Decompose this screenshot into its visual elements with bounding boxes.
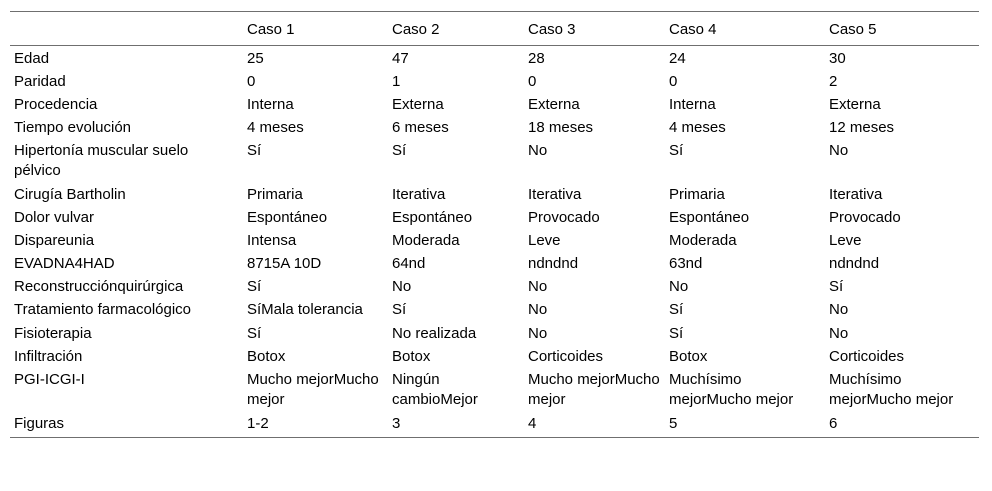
table-cell: Sí — [247, 325, 262, 342]
table-cell: 63nd — [669, 255, 703, 272]
table-cell: Espontáneo — [247, 209, 328, 226]
table-row — [10, 345, 979, 368]
table-cell: No — [528, 325, 548, 342]
table-cell: 0 — [528, 73, 537, 90]
table-row — [10, 412, 979, 438]
table-cell: Sí — [829, 278, 844, 295]
header-cell-caso-1: Caso 1 — [243, 12, 388, 46]
table-cell: Corticoides — [829, 348, 905, 365]
table-cell: ndndnd — [528, 255, 579, 272]
table-row — [10, 93, 979, 116]
table-cell: SíMala tolerancia — [247, 301, 363, 318]
table-cell: 8715A 10D — [247, 255, 322, 272]
row-label: Figuras — [10, 412, 243, 438]
table-row — [10, 229, 979, 252]
table-cell: 1-2 — [243, 412, 388, 438]
row-label: Procedencia — [14, 96, 98, 113]
row-label: Dolor vulvar — [14, 209, 95, 226]
table-cell: Leve — [528, 232, 561, 249]
header-cell-caso-3: Caso 3 — [524, 12, 665, 46]
row-label: Tratamiento farmacológico — [14, 301, 192, 318]
table-row — [10, 275, 979, 298]
table-cell: Sí — [247, 278, 262, 295]
table-header — [10, 12, 979, 46]
table-cell: Mucho mejorMucho mejor — [528, 371, 660, 408]
table-cell: 30 — [829, 50, 846, 67]
table-row — [10, 116, 979, 139]
table-cell: No — [528, 142, 548, 159]
table-row — [10, 46, 979, 71]
table-cell: 28 — [528, 50, 545, 67]
table-cell: 4 meses — [247, 119, 304, 136]
table-cell: Espontáneo — [392, 209, 473, 226]
table-row — [10, 252, 979, 275]
table-cell: Sí — [392, 301, 407, 318]
table-cell: Iterativa — [392, 186, 446, 203]
table-cell: Primaria — [669, 186, 725, 203]
table-cell: ndndnd — [829, 255, 880, 272]
row-label: Hipertonía muscular suelo pélvico — [14, 142, 189, 179]
table-cell: Espontáneo — [669, 209, 750, 226]
table-cell: 3 — [388, 412, 524, 438]
table-cell: Leve — [829, 232, 862, 249]
header-cell-caso-2: Caso 2 — [388, 12, 524, 46]
table-cell: Externa — [392, 96, 444, 113]
row-label: Infiltración — [14, 348, 83, 365]
table-cell: Sí — [669, 325, 684, 342]
table-cell: Muchísimo mejorMucho mejor — [829, 371, 954, 408]
row-label: EVADNA4HAD — [14, 255, 115, 272]
row-label: Paridad — [14, 73, 66, 90]
table-cell: 64nd — [392, 255, 426, 272]
table-cell: 6 meses — [392, 119, 449, 136]
row-label: Reconstrucciónquirúrgica — [14, 278, 184, 295]
table-cell: Botox — [247, 348, 286, 365]
table-cell: Sí — [247, 142, 262, 159]
table-cell: Iterativa — [829, 186, 883, 203]
table-row — [10, 298, 979, 322]
row-label: Fisioterapia — [14, 325, 92, 342]
header-row — [10, 12, 979, 46]
table-cell: No — [528, 278, 548, 295]
table-cell: 4 — [524, 412, 665, 438]
table-cell: Iterativa — [528, 186, 582, 203]
table-cell: 2 — [829, 73, 838, 90]
table-cell: Interna — [247, 96, 294, 113]
row-label: Edad — [14, 50, 50, 67]
table-cell: Provocado — [528, 209, 600, 226]
table-cell: Moderada — [392, 232, 460, 249]
header-cell-caso-5: Caso 5 — [825, 12, 979, 46]
row-label: Dispareunia — [14, 232, 95, 249]
table-cell: No — [829, 301, 849, 318]
table-cell: 24 — [669, 50, 686, 67]
header-cell-empty — [10, 12, 243, 46]
table-cell: 18 meses — [528, 119, 594, 136]
table-cell: 12 meses — [829, 119, 895, 136]
table-cell: Sí — [669, 301, 684, 318]
table-cell: No — [528, 301, 548, 318]
table-cell: 0 — [247, 73, 256, 90]
table-cell: Provocado — [829, 209, 901, 226]
row-label: Cirugía Bartholin — [14, 186, 126, 203]
table-cell: Mucho mejorMucho mejor — [247, 371, 379, 408]
table-cell: No — [829, 142, 849, 159]
table-cell: Sí — [669, 142, 684, 159]
table-cell: Primaria — [247, 186, 303, 203]
table-cell: 0 — [669, 73, 678, 90]
table-cell: No — [392, 278, 412, 295]
table-cell: Intensa — [247, 232, 297, 249]
table-cell: No realizada — [392, 325, 477, 342]
row-label: PGI-ICGI-I — [14, 371, 85, 388]
table-cell: Sí — [392, 142, 407, 159]
table-cell: 4 meses — [669, 119, 726, 136]
table-cell: 1 — [392, 73, 401, 90]
table-cell: Externa — [528, 96, 580, 113]
table-cell: Botox — [669, 348, 708, 365]
table-cell: Botox — [392, 348, 431, 365]
table-cell: Interna — [669, 96, 716, 113]
table-cell: 47 — [392, 50, 409, 67]
table-row — [10, 206, 979, 229]
cases-table — [10, 11, 979, 438]
table-cell: 25 — [247, 50, 264, 67]
table-row — [10, 322, 979, 345]
table-cell: Externa — [829, 96, 881, 113]
table-cell: Moderada — [669, 232, 737, 249]
table-row — [10, 139, 979, 183]
table-row — [10, 368, 979, 412]
table-cell: No — [829, 325, 849, 342]
table-cell: No — [669, 278, 689, 295]
table-cell: 5 — [665, 412, 825, 438]
table-cell: Ningún cambioMejor — [392, 371, 478, 408]
table-cell: Corticoides — [528, 348, 604, 365]
row-label: Tiempo evolución — [14, 119, 132, 136]
table-body — [10, 46, 979, 438]
table-row — [10, 70, 979, 93]
table-cell: 6 — [825, 412, 979, 438]
table-row — [10, 183, 979, 206]
table-cell: Muchísimo mejorMucho mejor — [669, 371, 794, 408]
header-cell-caso-4: Caso 4 — [665, 12, 825, 46]
